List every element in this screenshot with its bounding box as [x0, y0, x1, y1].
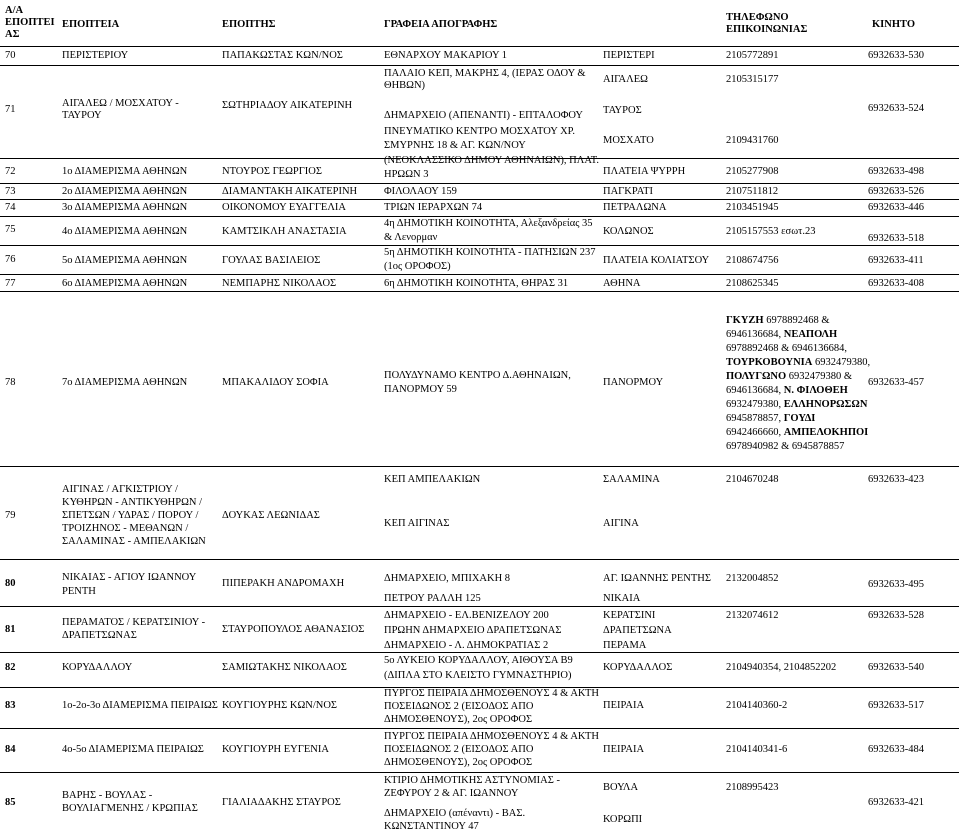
kinito-cell: 6932633-484 — [868, 744, 924, 755]
grafeio-cell: ΦΙΛΟΛΑΟΥ 159 — [384, 186, 457, 197]
row-number: 84 — [5, 744, 16, 755]
perioxi-cell: ΚΟΡΩΠΙ — [603, 814, 643, 825]
perioxi-cell: ΜΟΣΧΑΤΟ — [603, 135, 654, 146]
row-separator — [0, 772, 959, 773]
kinito-cell: 6932633-446 — [868, 202, 924, 213]
kinito-cell: 6932633-423 — [868, 474, 924, 485]
epoptis-cell: ΝΕΜΠΑΡΗΣ ΝΙΚΟΛΑΟΣ — [222, 278, 337, 289]
epoptis-cell: ΓΙΑΛΙΑΔΑΚΗΣ ΣΤΑΥΡΟΣ — [222, 797, 341, 808]
epopteia-cell: 1ο-2ο-3ο ΔΙΑΜΕΡΙΣΜΑ ΠΕΙΡΑΙΩΣ — [62, 700, 218, 711]
phone-number: 6946136684, — [726, 385, 784, 396]
perioxi-cell: ΑΘΗΝΑ — [603, 278, 641, 289]
tilefono-cell: 2103451945 — [726, 202, 779, 213]
row-number: 85 — [5, 797, 16, 808]
tilefono-cell: 2105772891 — [726, 50, 779, 61]
epopteia-cell: ΠΕΡΑΜΑΤΟΣ / ΚΕΡΑΤΣΙΝΙΟΥ - — [62, 617, 206, 628]
district-name: Ν. ΦΙΛΟΘΕΗ — [783, 385, 848, 396]
grafeio-cell: ΠΥΡΓΟΣ ΠΕΙΡΑΙΑ ΔΗΜΟΣΘΕΝΟΥΣ 4 & ΑΚΤΗ — [384, 688, 600, 699]
perioxi-cell: ΠΛΑΤΕΙΑ ΨΥΡΡΗ — [603, 166, 686, 177]
header-kinito: ΚΙΝΗΤΟ — [872, 19, 915, 30]
grafeio-cell: ΔΗΜΑΡΧΕΙΟ (ΑΠΕΝΑΝΤΙ) - ΕΠΤΑΛΟΦΟΥ — [384, 110, 584, 121]
phone-number: 6978892468 & 6946136684, — [726, 343, 848, 354]
perioxi-cell: ΒΟΥΛΑ — [603, 782, 639, 793]
epopteia-cell: ΒΑΡΗΣ - ΒΟΥΛΑΣ - — [62, 790, 153, 801]
tilefono-cell: 2108625345 — [726, 278, 779, 289]
grafeio-cell: ΚΤΙΡΙΟ ΔΗΜΟΤΙΚΗΣ ΑΣΤΥΝΟΜΙΑΣ - — [384, 775, 560, 786]
phone-number: 6978892468 & — [763, 315, 830, 326]
perioxi-cell: ΑΓ. ΙΩΑΝΝΗΣ ΡΕΝΤΗΣ — [603, 573, 711, 584]
grafeio-cell: ΕΘΝΑΡΧΟΥ ΜΑΚΑΡΙΟΥ 1 — [384, 50, 508, 61]
row-number: 83 — [5, 700, 16, 711]
row-separator — [0, 728, 959, 729]
kinito-cell: 6932633-421 — [868, 797, 924, 808]
row-separator — [0, 652, 959, 653]
phone-number: 6978940982 & 6945878857 — [726, 441, 845, 452]
row-separator — [0, 274, 959, 275]
tilefono-cell: 2105277908 — [726, 166, 779, 177]
header-aa: ΑΣ — [5, 29, 20, 40]
epopteia-cell: ΚΥΘΗΡΩΝ - ΑΝΤΙΚΥΘΗΡΩΝ / — [62, 497, 203, 508]
district-name: ΕΛΛΗΝΟΡΩΣΩΝ — [783, 399, 868, 410]
perioxi-cell: ΠΕΡΑΜΑ — [603, 640, 647, 651]
tilefono-cell: 2104140341-6 — [726, 744, 788, 755]
kinito-cell: 6932633-524 — [868, 103, 924, 114]
kinito-cell: 6932633-528 — [868, 610, 924, 621]
grafeio-cell: ΔΗΜΑΡΧΕΙΟ (απέναντι) - ΒΑΣ. — [384, 808, 526, 819]
district-name: ΑΜΠΕΛΟΚΗΠΟΙ — [783, 427, 869, 438]
header-aa: Α/Α — [5, 5, 24, 16]
grafeio-cell: ΚΩΝΣΤΑΝΤΙΝΟΥ 47 — [384, 821, 479, 832]
grafeio-cell: ΠΑΛΑΙΟ ΚΕΠ, ΜΑΚΡΗΣ 4, (ΙΕΡΑΣ ΟΔΟΥ & — [384, 68, 586, 79]
row-separator — [0, 46, 959, 47]
grafeio-cell: & Λενορμαν — [384, 232, 438, 243]
row-separator — [0, 606, 959, 607]
kinito-cell: 6932633-530 — [868, 50, 924, 61]
row-number: 75 — [5, 224, 16, 235]
row-separator — [0, 183, 959, 184]
perioxi-cell: ΠΑΝΟΡΜΟΥ — [603, 377, 664, 388]
perioxi-cell: ΠΕΤΡΑΛΩΝΑ — [603, 202, 667, 213]
grafeio-cell: ΣΜΥΡΝΗΣ 18 & ΑΓ. ΚΩΝ/ΝΟΥ — [384, 140, 526, 151]
kinito-cell: 6932633-518 — [868, 233, 924, 244]
epopteia-cell: ΚΟΡΥΔΑΛΛΟΥ — [62, 662, 133, 673]
perioxi-cell: ΚΟΡΥΔΑΛΛΟΣ — [603, 662, 673, 673]
kinito-cell: 6932633-526 — [868, 186, 924, 197]
row-number: 81 — [5, 624, 16, 635]
tilefono-cell: 2108995423 — [726, 782, 779, 793]
epoptis-cell: ΠΙΠΕΡΑΚΗ ΑΝΔΡΟΜΑΧΗ — [222, 578, 345, 589]
grafeio-cell: (ΔΙΠΛΑ ΣΤΟ ΚΛΕΙΣΤΟ ΓΥΜΝΑΣΤΗΡΙΟ) — [384, 670, 572, 681]
epoptis-cell: ΣΤΑΥΡΟΠΟΥΛΟΣ ΑΘΑΝΑΣΙΟΣ — [222, 624, 365, 635]
row-separator — [0, 199, 959, 200]
epopteia-cell: ΤΡΟΙΖΗΝΟΣ - ΜΕΘΑΝΩΝ / — [62, 523, 189, 534]
epoptis-cell: ΔΟΥΚΑΣ ΛΕΩΝΙΔΑΣ — [222, 510, 320, 521]
epopteia-cell: 1ο ΔΙΑΜΕΡΙΣΜΑ ΑΘΗΝΩΝ — [62, 166, 188, 177]
perioxi-cell: ΠΕΙΡΑΙΑ — [603, 700, 645, 711]
perioxi-cell: ΑΙΓΙΝΑ — [603, 518, 639, 529]
epoptis-cell: ΚΟΥΓΙΟΥΡΗ ΕΥΓΕΝΙΑ — [222, 744, 329, 755]
epopteia-cell: 4ο-5ο ΔΙΑΜΕΡΙΣΜΑ ΠΕΙΡΑΙΩΣ — [62, 744, 204, 755]
grafeio-cell: ΔΗΜΑΡΧΕΙΟ - ΕΛ.ΒΕΝΙΖΕΛΟΥ 200 — [384, 610, 549, 621]
row-number: 71 — [5, 104, 16, 115]
grafeio-cell: ΠΡΩΗΝ ΔΗΜΑΡΧΕΙΟ ΔΡΑΠΕΤΣΩΝΑΣ — [384, 625, 562, 636]
epoptis-cell: ΣΩΤΗΡΙΑΔΟΥ ΑΙΚΑΤΕΡΙΝΗ — [222, 100, 353, 111]
grafeio-cell: ΖΕΦΥΡΟΥ 2 & ΑΓ. ΙΩΑΝΝΟΥ — [384, 788, 519, 799]
row-separator — [0, 291, 959, 292]
grafeio-cell: 5η ΔΗΜΟΤΙΚΗ ΚΟΙΝΟΤΗΤΑ - ΠΑΤΗΣΙΩΝ 237 — [384, 247, 596, 258]
epopteia-cell: 2ο ΔΙΑΜΕΡΙΣΜΑ ΑΘΗΝΩΝ — [62, 186, 188, 197]
row-number: 70 — [5, 50, 16, 61]
tilefono-cell: 2107511812 — [726, 186, 779, 197]
row-number: 74 — [5, 202, 16, 213]
grafeio-cell: (1ος ΟΡΟΦΟΣ) — [384, 261, 451, 272]
grafeio-cell: ΔΗΜΟΣΘΕΝΟΥΣ), 2ος ΟΡΟΦΟΣ — [384, 757, 533, 768]
grafeio-cell: ΠΟΣΕΙΔΩΝΟΣ 2 (ΕΙΣΟΔΟΣ ΑΠΟ — [384, 701, 534, 712]
grafeio-cell: ΚΕΠ ΑΙΓΙΝΑΣ — [384, 518, 450, 529]
grafeio-cell: ΘΗΒΩΝ) — [384, 80, 426, 91]
grafeio-cell: ΠΑΝΟΡΜΟΥ 59 — [384, 384, 457, 395]
header-grafeia: ΓΡΑΦΕΙΑ ΑΠΟΓΡΑΦΗΣ — [384, 19, 498, 30]
row-separator — [0, 466, 959, 467]
kinito-cell: 6932633-411 — [868, 255, 924, 266]
header-epoptis: ΕΠΟΠΤΗΣ — [222, 19, 276, 30]
epoptis-cell: ΝΤΟΥΡΟΣ ΓΕΩΡΓΙΟΣ — [222, 166, 322, 177]
epopteia-cell: ΑΙΓΙΝΑΣ / ΑΓΚΙΣΤΡΙΟΥ / — [62, 484, 178, 495]
grafeio-cell: ΔΗΜΑΡΧΕΙΟ - Λ. ΔΗΜΟΚΡΑΤΙΑΣ 2 — [384, 640, 549, 651]
epopteia-cell: ΣΑΛΑΜΙΝΑΣ - ΑΜΠΕΛΑΚΙΩΝ — [62, 536, 206, 547]
row-number: 82 — [5, 662, 16, 673]
row-number: 76 — [5, 254, 16, 265]
perioxi-cell: ΠΕΙΡΑΙΑ — [603, 744, 645, 755]
epoptis-cell: ΟΙΚΟΝΟΜΟΥ ΕΥΑΓΓΕΛΙΑ — [222, 202, 347, 213]
row-number: 77 — [5, 278, 16, 289]
tilefono-cell: 2132074612 — [726, 610, 779, 621]
row-separator — [0, 559, 959, 560]
phone-number: 6932479380, — [726, 399, 784, 410]
row-number: 72 — [5, 166, 16, 177]
district-name: ΤΟΥΡΚΟΒΟΥΝΙΑ — [726, 357, 813, 368]
district-name: ΝΕΑΠΟΛΗ — [783, 329, 838, 340]
header-epopteia: ΕΠΟΠΤΕΙΑ — [62, 19, 120, 30]
kinito-cell: 6932633-495 — [868, 579, 924, 590]
grafeio-cell: ΗΡΩΩΝ 3 — [384, 169, 429, 180]
tilefono-cell: 2104940354, 2104852202 — [726, 662, 837, 673]
perioxi-cell: ΑΙΓΑΛΕΩ — [603, 74, 648, 85]
tilefono-cell: 2132004852 — [726, 573, 779, 584]
kinito-cell: 6932633-540 — [868, 662, 924, 673]
phone-number: 6932479380, — [812, 357, 871, 368]
tilefono-cell: 2104670248 — [726, 474, 779, 485]
district-name: ΠΟΛΥΓΩΝΟ — [726, 371, 787, 382]
phone-number: 6932479380 & — [786, 371, 853, 382]
epoptis-cell: ΜΠΑΚΑΛΙΔΟΥ ΣΟΦΙΑ — [222, 377, 329, 388]
grafeio-cell: 4η ΔΗΜΟΤΙΚΗ ΚΟΙΝΟΤΗΤΑ, Αλεξανδρείας 35 — [384, 218, 593, 229]
epopteia-cell: 5ο ΔΙΑΜΕΡΙΣΜΑ ΑΘΗΝΩΝ — [62, 255, 188, 266]
perioxi-cell: ΝΙΚΑΙΑ — [603, 593, 641, 604]
perioxi-cell: ΠΛΑΤΕΙΑ ΚΟΛΙΑΤΣΟΥ — [603, 255, 710, 266]
row-number: 78 — [5, 377, 16, 388]
epopteia-cell: ΔΡΑΠΕΤΣΩΝΑΣ — [62, 630, 137, 641]
epopteia-cell: 6ο ΔΙΑΜΕΡΙΣΜΑ ΑΘΗΝΩΝ — [62, 278, 188, 289]
grafeio-cell: ΔΗΜΑΡΧΕΙΟ, ΜΠΙΧΑΚΗ 8 — [384, 573, 511, 584]
tilefono-cell: 2108674756 — [726, 255, 779, 266]
phone-number: 6945878857, — [726, 413, 784, 424]
epopteia-cell: ΑΙΓΑΛΕΩ / ΜΟΣΧΑΤΟΥ - — [62, 98, 179, 109]
tilefono-cell: 2105157553 εσωτ.23 — [726, 226, 816, 237]
kinito-cell: 6932633-517 — [868, 700, 924, 711]
epopteia-cell: ΝΙΚΑΙΑΣ - ΑΓΙΟΥ ΙΩΑΝΝΟΥ — [62, 572, 197, 583]
kinito-cell: 6932633-498 — [868, 166, 924, 177]
grafeio-cell: ΠΟΛΥΔΥΝΑΜΟ ΚΕΝΤΡΟ Δ.ΑΘΗΝΑΙΩΝ, — [384, 370, 571, 381]
row-number: 80 — [5, 578, 16, 589]
district-name: ΓΚΥΖΗ — [726, 315, 764, 326]
header-tilefono: ΕΠΙΚΟΙΝΩΝΙΑΣ — [726, 24, 808, 35]
tilefono-cell: 2105315177 — [726, 74, 779, 85]
epoptis-cell: ΓΟΥΛΑΣ ΒΑΣΙΛΕΙΟΣ — [222, 255, 321, 266]
perioxi-cell: ΠΕΡΙΣΤΕΡΙ — [603, 50, 655, 61]
header-aa: ΕΠΟΠΤΕΙ — [5, 17, 55, 28]
grafeio-cell: ΠΥΡΓΟΣ ΠΕΙΡΑΙΑ ΔΗΜΟΣΘΕΝΟΥΣ 4 & ΑΚΤΗ — [384, 731, 600, 742]
epopteia-cell: ΒΟΥΛΙΑΓΜΕΝΗΣ / ΚΡΩΠΙΑΣ — [62, 803, 198, 814]
grafeio-cell: (ΝΕΟΚΛΑΣΣΙΚΟ ΔΗΜΟΥ ΑΘΗΝΑΙΩΝ), ΠΛΑΤ. — [384, 155, 600, 166]
epopteia-cell: ΣΠΕΤΣΩΝ / ΥΔΡΑΣ / ΠΟΡΟΥ / — [62, 510, 199, 521]
epoptis-cell: ΠΑΠΑΚΩΣΤΑΣ ΚΩΝ/ΝΟΣ — [222, 50, 343, 61]
epopteia-cell: ΡΕΝΤΗ — [62, 586, 96, 597]
row-number: 79 — [5, 510, 16, 521]
epopteia-cell: 4ο ΔΙΑΜΕΡΙΣΜΑ ΑΘΗΝΩΝ — [62, 226, 188, 237]
epoptis-cell: ΣΑΜΙΩΤΑΚΗΣ ΝΙΚΟΛΑΟΣ — [222, 662, 347, 673]
perioxi-cell: ΚΕΡΑΤΣΙΝΙ — [603, 610, 656, 621]
row-separator — [0, 65, 959, 66]
epoptis-cell: ΚΑΜΤΣΙΚΛΗ ΑΝΑΣΤΑΣΙΑ — [222, 226, 347, 237]
phone-number: 6946136684, — [726, 329, 784, 340]
grafeio-cell: 6η ΔΗΜΟΤΙΚΗ ΚΟΙΝΟΤΗΤΑ, ΘΗΡΑΣ 31 — [384, 278, 569, 289]
perioxi-cell: ΔΡΑΠΕΤΣΩΝΑ — [603, 625, 672, 636]
epoptis-cell: ΚΟΥΓΙΟΥΡΗΣ ΚΩΝ/ΝΟΣ — [222, 700, 338, 711]
row-separator — [0, 216, 959, 217]
perioxi-cell: ΣΑΛΑΜΙΝΑ — [603, 474, 660, 485]
grafeio-cell: ΔΗΜΟΣΘΕΝΟΥΣ), 2ος ΟΡΟΦΟΣ — [384, 714, 533, 725]
grafeio-cell: 5ο ΛΥΚΕΙΟ ΚΟΡΥΔΑΛΛΟΥ, ΑΙΘΟΥΣΑ Β9 — [384, 655, 573, 666]
perioxi-cell: ΠΑΓΚΡΑΤΙ — [603, 186, 654, 197]
epopteia-cell: 7ο ΔΙΑΜΕΡΙΣΜΑ ΑΘΗΝΩΝ — [62, 377, 188, 388]
kinito-cell: 6932633-408 — [868, 278, 924, 289]
grafeio-cell: ΚΕΠ ΑΜΠΕΛΑΚΙΩΝ — [384, 474, 481, 485]
perioxi-cell: ΚΟΛΩΝΟΣ — [603, 226, 654, 237]
grafeio-cell: ΠΕΤΡΟΥ ΡΑΛΛΗ 125 — [384, 593, 481, 604]
perioxi-cell: ΤΑΥΡΟΣ — [603, 105, 642, 116]
row-separator — [0, 245, 959, 246]
kinito-cell: 6932633-457 — [868, 377, 924, 388]
epopteia-cell: ΤΑΥΡΟΥ — [62, 110, 102, 121]
phone-number: 6942466660, — [726, 427, 784, 438]
tilefono-cell: 2104140360-2 — [726, 700, 788, 711]
district-name: ΓΟΥΔΙ — [783, 413, 816, 424]
epopteia-cell: 3ο ΔΙΑΜΕΡΙΣΜΑ ΑΘΗΝΩΝ — [62, 202, 188, 213]
grafeio-cell: ΠΟΣΕΙΔΩΝΟΣ 2 (ΕΙΣΟΔΟΣ ΑΠΟ — [384, 744, 534, 755]
header-tilefono: ΤΗΛΕΦΩΝΟ — [726, 12, 789, 23]
epoptis-cell: ΔΙΑΜΑΝΤΑΚΗ ΑΙΚΑΤΕΡΙΝΗ — [222, 186, 358, 197]
epopteia-cell: ΠΕΡΙΣΤΕΡΙΟΥ — [62, 50, 129, 61]
grafeio-cell: ΠΝΕΥΜΑΤΙΚΟ ΚΕΝΤΡΟ ΜΟΣΧΑΤΟΥ ΧΡ. — [384, 126, 575, 137]
tilefono-cell: 2109431760 — [726, 135, 779, 146]
grafeio-cell: ΤΡΙΩΝ ΙΕΡΑΡΧΩΝ 74 — [384, 202, 483, 213]
row-number: 73 — [5, 186, 16, 197]
